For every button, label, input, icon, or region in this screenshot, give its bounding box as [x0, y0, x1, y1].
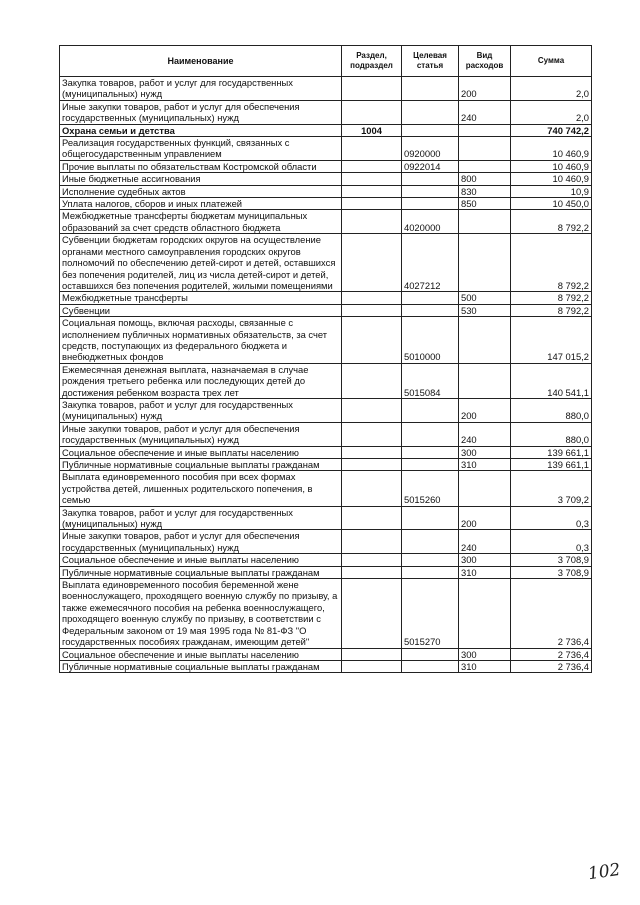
cell-kind: [459, 579, 511, 648]
cell-name: Публичные нормативные социальные выплаты гражданам: [60, 459, 342, 471]
cell-kind: [459, 471, 511, 506]
table-row: [60, 506, 592, 530]
cell-name: Субвенции бюджетам городских округов на осуществление органами местного самоуправления городских округов полномочий по обеспечению детей-сирот и детей, оставшихся без попечения родителей, лиц из числа детей-сирот и детей, оставшихся без попечения родителей, жилыми помещениями: [60, 234, 342, 292]
cell-kind: 300: [459, 446, 511, 458]
cell-section: [342, 530, 402, 554]
cell-kind: 310: [459, 459, 511, 471]
cell-name: Прочие выплаты по обязательствам Костромской области: [60, 160, 342, 172]
cell-kind: 300: [459, 554, 511, 566]
cell-section: [342, 422, 402, 446]
cell-sum: 3 708,9: [511, 566, 592, 578]
cell-kind: 300: [459, 648, 511, 660]
cell-kind: 240: [459, 422, 511, 446]
header-name: Наименование: [60, 46, 342, 77]
cell-name: Ежемесячная денежная выплата, назначаемая в случае рождения третьего ребенка или последующих детей до достижения ребенком возраста трех лет: [60, 363, 342, 398]
cell-article: [402, 77, 459, 101]
cell-name: Публичные нормативные социальные выплаты гражданам: [60, 566, 342, 578]
cell-sum: 0,3: [511, 506, 592, 530]
header-kind: Вид расходов: [459, 46, 511, 77]
cell-sum: 140 541,1: [511, 363, 592, 398]
cell-section: [342, 100, 402, 124]
cell-kind: 200: [459, 398, 511, 422]
cell-section: [342, 234, 402, 292]
table-row: [60, 234, 592, 292]
table-row: [60, 198, 592, 210]
cell-section: [342, 317, 402, 364]
cell-section: [342, 137, 402, 161]
table-row: [60, 185, 592, 197]
cell-section: [342, 506, 402, 530]
table-row: [60, 579, 592, 648]
cell-name: Охрана семьи и детства: [60, 124, 342, 136]
cell-name: Иные закупки товаров, работ и услуг для обеспечения государственных (муниципальных) нужд: [60, 422, 342, 446]
cell-article: [402, 530, 459, 554]
cell-sum: 880,0: [511, 422, 592, 446]
cell-name: Выплата единовременного пособия при всех формах устройства детей, лишенных родительского попечения, в семью: [60, 471, 342, 506]
cell-section: [342, 554, 402, 566]
cell-name: Субвенции: [60, 304, 342, 316]
cell-name: Закупка товаров, работ и услуг для государственных (муниципальных) нужд: [60, 506, 342, 530]
cell-kind: 200: [459, 77, 511, 101]
cell-name: Иные закупки товаров, работ и услуг для обеспечения государственных (муниципальных) нужд: [60, 100, 342, 124]
cell-kind: [459, 363, 511, 398]
cell-article: 0922014: [402, 160, 459, 172]
cell-article: [402, 198, 459, 210]
cell-name: Межбюджетные трансферты бюджетам муниципальных образований за счет средств областного бюджета: [60, 210, 342, 234]
header-sum: Сумма: [511, 46, 592, 77]
cell-section: [342, 398, 402, 422]
cell-sum: 10 460,9: [511, 160, 592, 172]
cell-article: [402, 506, 459, 530]
cell-name: Иные бюджетные ассигнования: [60, 173, 342, 185]
cell-article: [402, 660, 459, 672]
cell-kind: 500: [459, 292, 511, 304]
cell-article: [402, 100, 459, 124]
cell-name: Закупка товаров, работ и услуг для государственных (муниципальных) нужд: [60, 398, 342, 422]
cell-name: Социальная помощь, включая расходы, связанные с исполнением публичных нормативных обязательств, за счет средств, поступающих из федерального бюджета и внебюджетных фондов: [60, 317, 342, 364]
table-row: [60, 173, 592, 185]
cell-sum: 8 792,2: [511, 234, 592, 292]
cell-kind: [459, 137, 511, 161]
cell-kind: 240: [459, 100, 511, 124]
cell-article: 5010000: [402, 317, 459, 364]
cell-sum: 740 742,2: [511, 124, 592, 136]
cell-name: Публичные нормативные социальные выплаты гражданам: [60, 660, 342, 672]
cell-kind: 850: [459, 198, 511, 210]
cell-sum: 2 736,4: [511, 660, 592, 672]
table-row: [60, 160, 592, 172]
cell-name: Социальное обеспечение и иные выплаты населению: [60, 554, 342, 566]
cell-sum: 3 708,9: [511, 554, 592, 566]
cell-article: [402, 459, 459, 471]
cell-section: 1004: [342, 124, 402, 136]
cell-article: [402, 446, 459, 458]
cell-section: [342, 579, 402, 648]
cell-sum: 147 015,2: [511, 317, 592, 364]
cell-sum: 0,3: [511, 530, 592, 554]
table-row: [60, 137, 592, 161]
table-row: [60, 422, 592, 446]
table-row: [60, 363, 592, 398]
cell-article: [402, 648, 459, 660]
cell-sum: 8 792,2: [511, 304, 592, 316]
cell-article: 5015270: [402, 579, 459, 648]
cell-section: [342, 304, 402, 316]
budget-table: [59, 45, 592, 673]
cell-section: [342, 363, 402, 398]
table-row: [60, 660, 592, 672]
cell-kind: 310: [459, 660, 511, 672]
cell-article: [402, 173, 459, 185]
cell-sum: 10 450,0: [511, 198, 592, 210]
cell-sum: 8 792,2: [511, 292, 592, 304]
cell-sum: 2 736,4: [511, 579, 592, 648]
cell-section: [342, 210, 402, 234]
cell-section: [342, 292, 402, 304]
cell-name: Межбюджетные трансферты: [60, 292, 342, 304]
cell-sum: 10,9: [511, 185, 592, 197]
cell-name: Реализация государственных функций, связанных с общегосударственным управлением: [60, 137, 342, 161]
cell-section: [342, 566, 402, 578]
table-row: [60, 77, 592, 101]
cell-sum: 10 460,9: [511, 173, 592, 185]
cell-section: [342, 660, 402, 672]
table-row: [60, 471, 592, 506]
table-row: [60, 446, 592, 458]
table-body: [60, 77, 592, 673]
header-article: Целевая статья: [402, 46, 459, 77]
cell-article: [402, 124, 459, 136]
table-row: [60, 530, 592, 554]
cell-kind: 800: [459, 173, 511, 185]
cell-section: [342, 77, 402, 101]
cell-article: [402, 398, 459, 422]
cell-kind: 310: [459, 566, 511, 578]
cell-sum: 139 661,1: [511, 446, 592, 458]
table-row: [60, 648, 592, 660]
cell-name: Закупка товаров, работ и услуг для государственных (муниципальных) нужд: [60, 77, 342, 101]
cell-section: [342, 198, 402, 210]
cell-kind: [459, 317, 511, 364]
header-section: Раздел, подраздел: [342, 46, 402, 77]
cell-article: 5015084: [402, 363, 459, 398]
cell-name: Социальное обеспечение и иные выплаты населению: [60, 446, 342, 458]
cell-sum: 139 661,1: [511, 459, 592, 471]
table-row: [60, 124, 592, 136]
cell-section: [342, 459, 402, 471]
table-header-row: [60, 46, 592, 77]
table-row: [60, 304, 592, 316]
cell-article: [402, 554, 459, 566]
cell-article: [402, 185, 459, 197]
cell-kind: [459, 210, 511, 234]
cell-sum: 3 709,2: [511, 471, 592, 506]
table-row: [60, 210, 592, 234]
cell-article: 5015260: [402, 471, 459, 506]
cell-name: Иные закупки товаров, работ и услуг для обеспечения государственных (муниципальных) нужд: [60, 530, 342, 554]
cell-name: Уплата налогов, сборов и иных платежей: [60, 198, 342, 210]
cell-section: [342, 446, 402, 458]
cell-section: [342, 648, 402, 660]
cell-sum: 2 736,4: [511, 648, 592, 660]
cell-article: [402, 566, 459, 578]
cell-article: [402, 304, 459, 316]
cell-sum: 880,0: [511, 398, 592, 422]
cell-name: Исполнение судебных актов: [60, 185, 342, 197]
cell-article: 0920000: [402, 137, 459, 161]
cell-section: [342, 173, 402, 185]
cell-kind: 530: [459, 304, 511, 316]
handwritten-page-number: 102: [586, 859, 622, 885]
table-row: [60, 398, 592, 422]
cell-name: Выплата единовременного пособия беременной жене военнослужащего, проходящего военную службу по призыву, а также ежемесячного пособия на ребенка военнослужащего, проходящего военную службу по призыву, в соответствии с Федеральным законом от 19 мая 1995 года № 81-ФЗ "О государственных пособиях гражданам, имеющим детей": [60, 579, 342, 648]
cell-section: [342, 160, 402, 172]
cell-article: 4027212: [402, 234, 459, 292]
cell-sum: 10 460,9: [511, 137, 592, 161]
cell-sum: 8 792,2: [511, 210, 592, 234]
cell-sum: 2,0: [511, 100, 592, 124]
table-row: [60, 100, 592, 124]
cell-kind: 200: [459, 506, 511, 530]
cell-article: 4020000: [402, 210, 459, 234]
table-row: [60, 566, 592, 578]
cell-kind: [459, 160, 511, 172]
cell-kind: 830: [459, 185, 511, 197]
table-row: [60, 292, 592, 304]
cell-article: [402, 422, 459, 446]
cell-sum: 2,0: [511, 77, 592, 101]
cell-section: [342, 471, 402, 506]
table-row: [60, 459, 592, 471]
cell-kind: [459, 234, 511, 292]
cell-kind: [459, 124, 511, 136]
table-row: [60, 554, 592, 566]
cell-kind: 240: [459, 530, 511, 554]
cell-section: [342, 185, 402, 197]
cell-article: [402, 292, 459, 304]
table-row: [60, 317, 592, 364]
cell-name: Социальное обеспечение и иные выплаты населению: [60, 648, 342, 660]
